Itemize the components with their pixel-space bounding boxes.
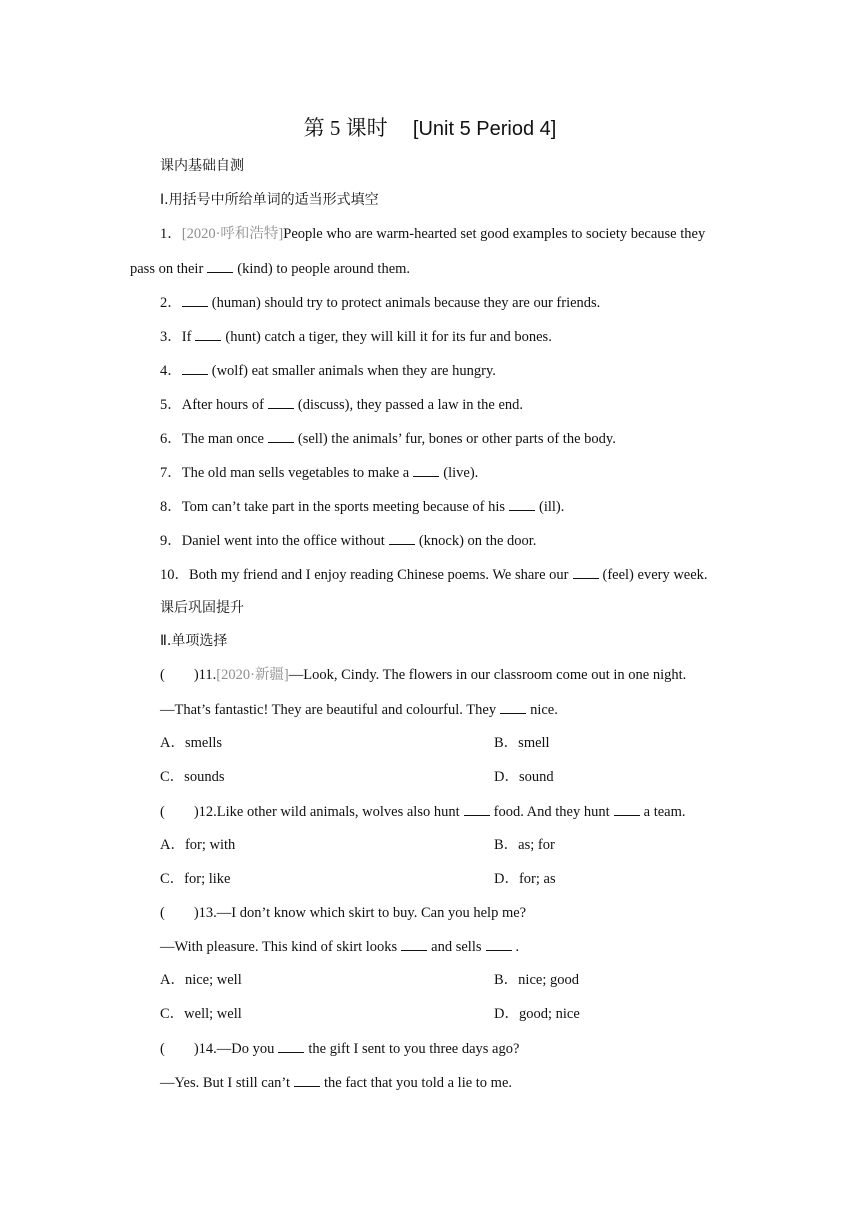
question-12: ( )12.Like other wild animals, wolves also hunt food. And they hunt a team. — [160, 801, 686, 822]
answer-blank — [294, 1072, 320, 1087]
question-13: ( )13.—I don’t know which skirt to buy. Can you help me? — [160, 905, 527, 921]
answer-bracket[interactable]: ( ) — [160, 804, 199, 820]
answer-blank[interactable] — [413, 462, 439, 477]
answer-blank[interactable] — [573, 564, 599, 579]
question-4: 4． (wolf) eat smaller animals when they are hungry. — [160, 360, 496, 381]
question-2: 2． (human) should try to protect animals because they are our friends. — [160, 292, 600, 313]
part1-heading: Ⅰ.用括号中所给单词的适当形式填空 — [160, 192, 379, 208]
answer-blank[interactable] — [182, 360, 208, 375]
question-8: 8．Tom can’t take part in the sports meeting because of his (ill). — [160, 496, 564, 517]
page-title — [0, 114, 860, 143]
answer-blank — [401, 936, 427, 951]
answer-bracket[interactable]: ( ) — [160, 667, 199, 683]
answer-blank — [500, 699, 526, 714]
question-1-continued: pass on their (kind) to people around them. — [130, 258, 410, 279]
option-b[interactable]: B．as; for — [494, 837, 555, 853]
option-a[interactable]: A．for; with — [160, 837, 236, 853]
option-a[interactable]: A．nice; well — [160, 972, 242, 988]
question-7: 7．The old man sells vegetables to make a (live). — [160, 462, 478, 483]
question-3: 3．If (hunt) catch a tiger, they will kill it for its fur and bones. — [160, 326, 552, 347]
question-source: [2020·新疆] — [216, 667, 289, 683]
part2-heading: Ⅱ.单项选择 — [160, 633, 228, 649]
question-6: 6．The man once (sell) the animals’ fur, bones or other parts of the body. — [160, 428, 616, 449]
answer-blank — [486, 936, 512, 951]
question-13-line2: —With pleasure. This kind of skirt looks and sells . — [160, 936, 519, 957]
title-english: [Unit 5 Period 4] — [412, 118, 557, 140]
option-d[interactable]: D．for; as — [494, 871, 556, 887]
option-a[interactable]: A．smells — [160, 735, 223, 751]
answer-bracket[interactable]: ( ) — [160, 1041, 199, 1057]
answer-blank[interactable] — [195, 326, 221, 341]
answer-blank[interactable] — [509, 496, 535, 511]
question-10: 10．Both my friend and I enjoy reading Chinese poems. We share our (feel) every week. — [160, 564, 708, 585]
option-d[interactable]: D．good; nice — [494, 1006, 580, 1022]
section-label-in-class: 课内基础自测 — [160, 158, 244, 174]
answer-blank — [614, 801, 640, 816]
question-14-line2: —Yes. But I still can’t the fact that you told a lie to me. — [160, 1072, 512, 1093]
question-14: ( )14.—Do you the gift I sent to you three days ago? — [160, 1038, 519, 1059]
question-9: 9．Daniel went into the office without (knock) on the door. — [160, 530, 536, 551]
answer-bracket[interactable]: ( ) — [160, 905, 199, 921]
section-label-after-class: 课后巩固提升 — [160, 600, 244, 616]
option-d[interactable]: D．sound — [494, 769, 554, 785]
question-5: 5．After hours of (discuss), they passed a law in the end. — [160, 394, 523, 415]
answer-blank[interactable] — [268, 428, 294, 443]
answer-blank[interactable] — [182, 292, 208, 307]
answer-blank[interactable] — [389, 530, 415, 545]
option-b[interactable]: B．smell — [494, 735, 550, 751]
option-c[interactable]: C．well; well — [160, 1006, 242, 1022]
answer-blank — [464, 801, 490, 816]
answer-blank — [278, 1038, 304, 1053]
answer-blank[interactable] — [268, 394, 294, 409]
question-source: [2020·呼和浩特] — [181, 226, 284, 242]
answer-blank[interactable] — [207, 258, 233, 273]
question-11: ( )11.[2020·新疆]—Look, Cindy. The flowers in our classroom come out in one night. — [160, 667, 687, 683]
option-b[interactable]: B．nice; good — [494, 972, 579, 988]
question-1: 1．[2020·呼和浩特]People who are warm-hearted set good examples to society because they — [160, 226, 706, 242]
question-11-line2: —That’s fantastic! They are beautiful and colourful. They nice. — [160, 699, 558, 720]
title-chinese: 第 5 课时 — [303, 116, 388, 140]
option-c[interactable]: C．sounds — [160, 769, 225, 785]
option-c[interactable]: C．for; like — [160, 871, 231, 887]
